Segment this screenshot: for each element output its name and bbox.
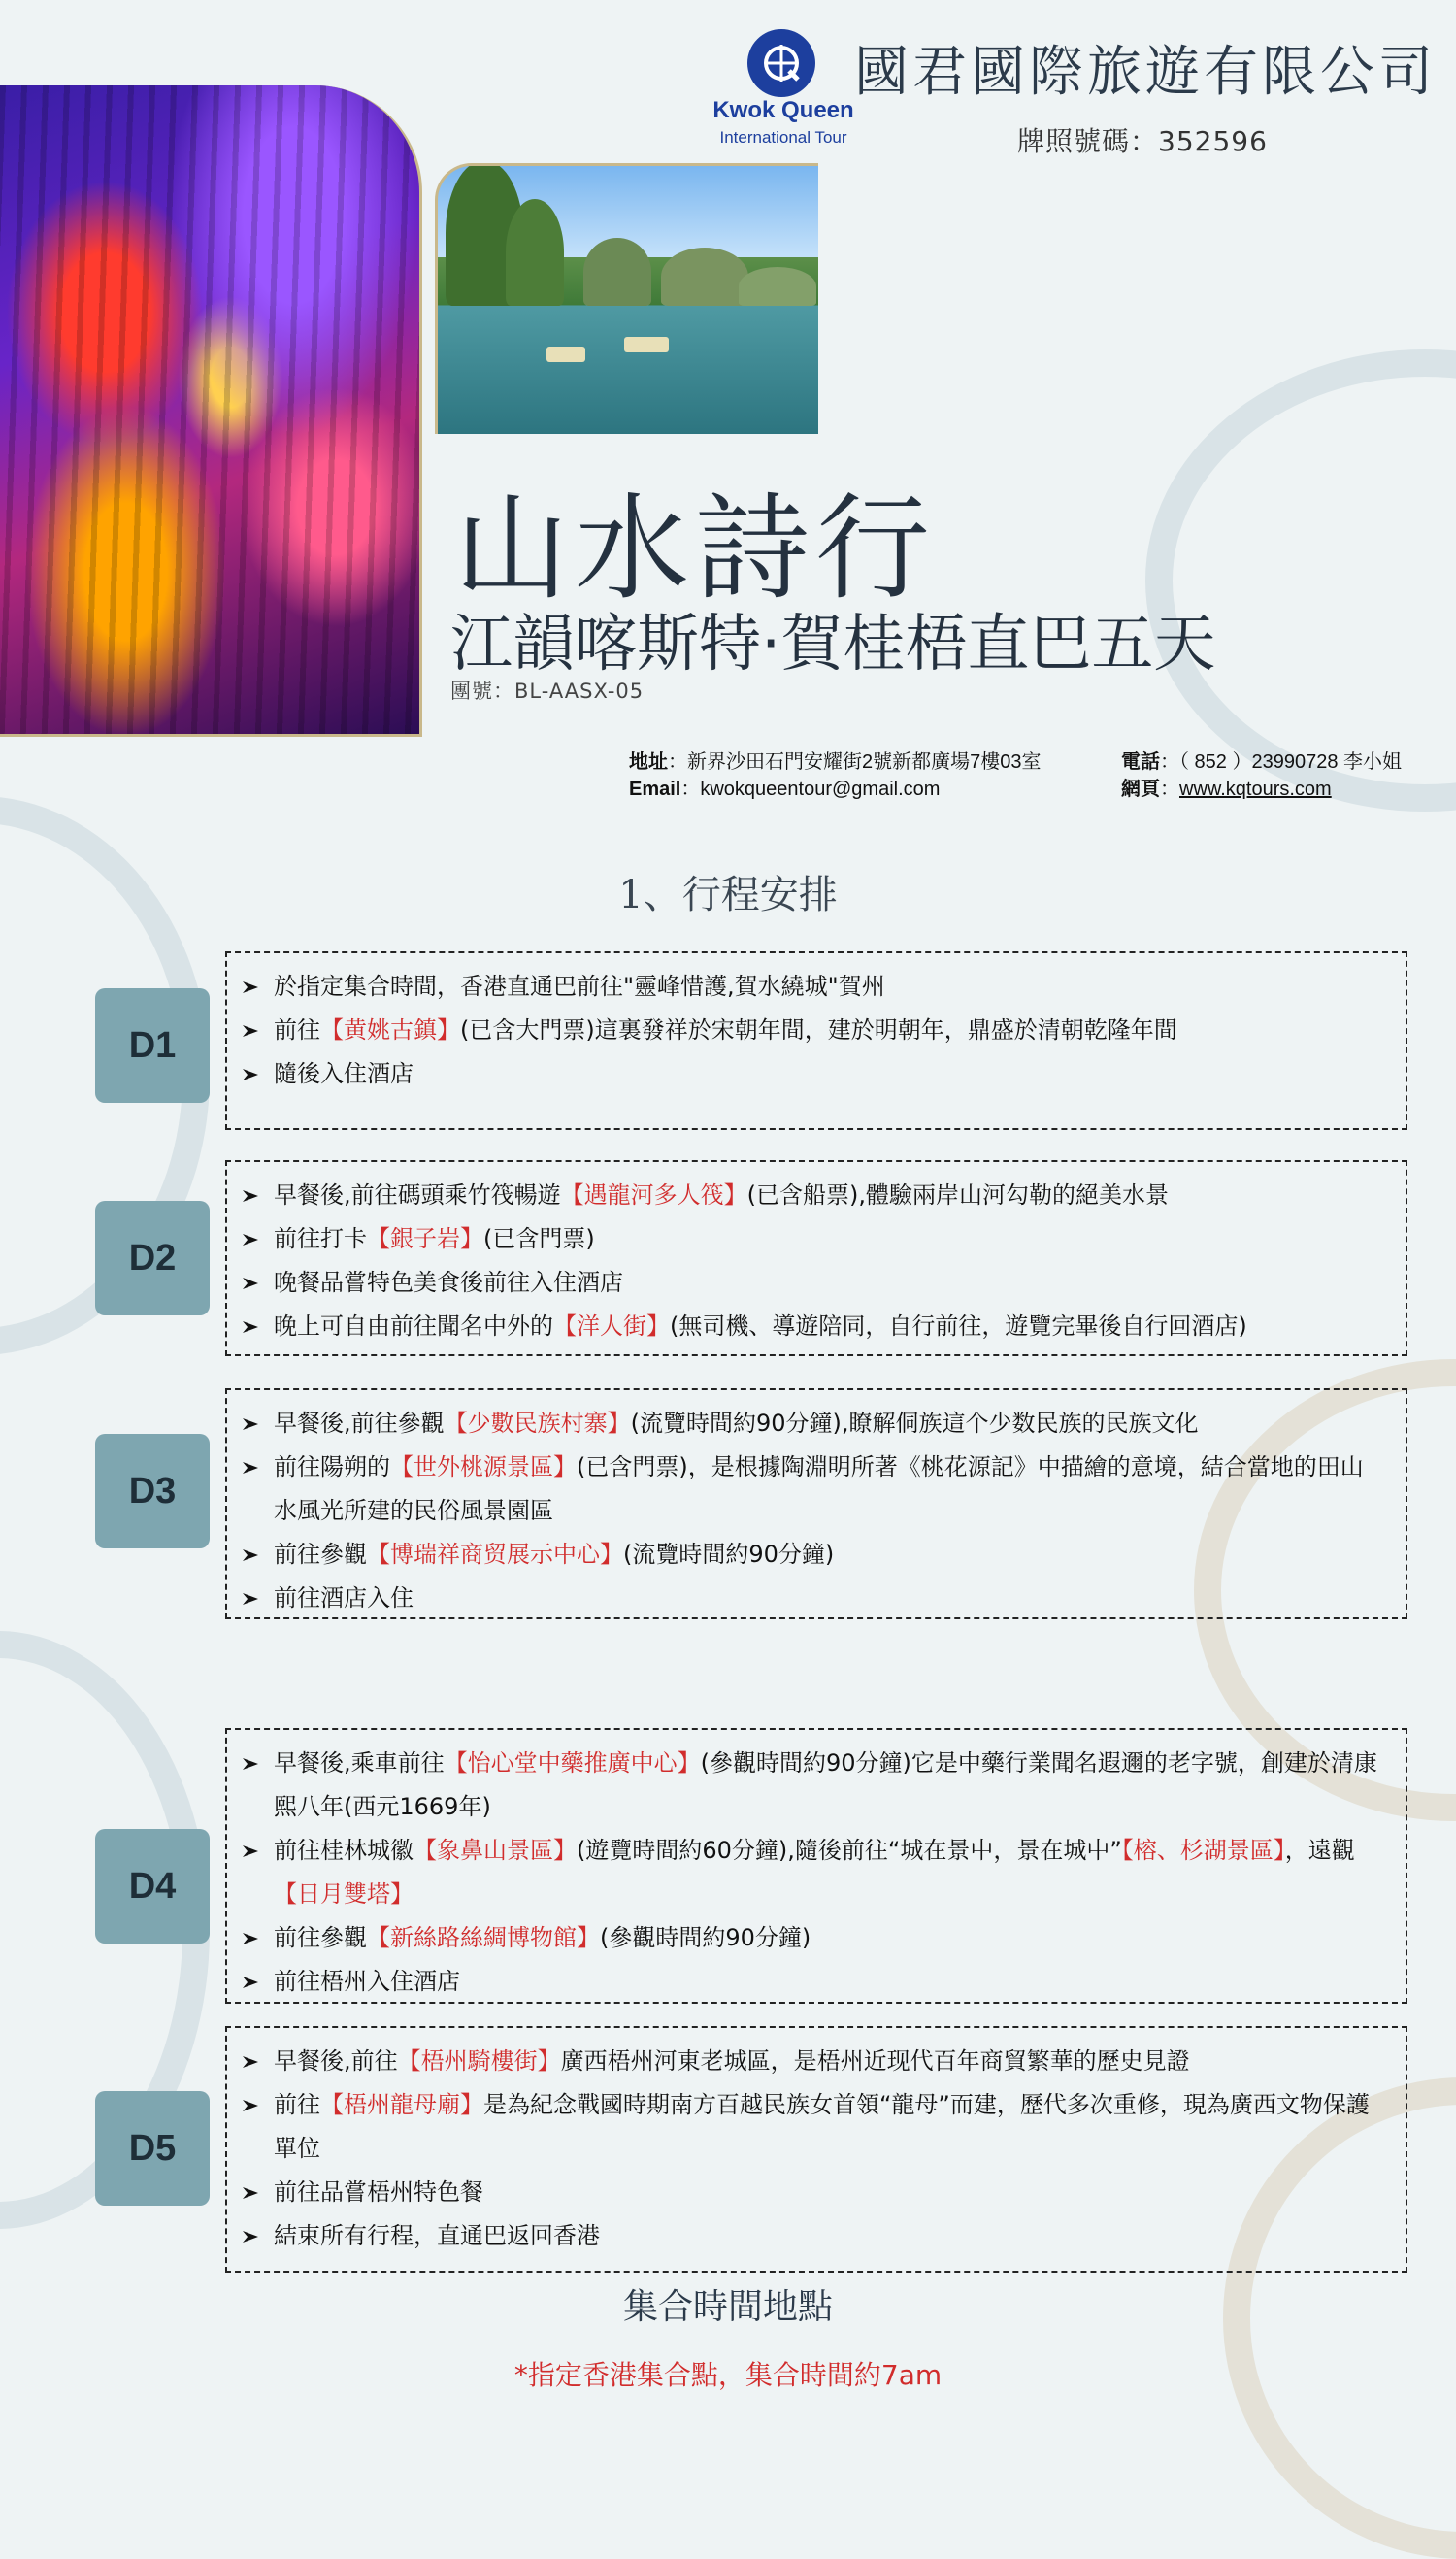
itinerary-item [241, 1960, 1386, 2004]
phone-label: 電話 [1121, 751, 1160, 773]
itinerary-text-part: 晚上可自由前往聞名中外的 [274, 1313, 553, 1340]
itinerary-text-part: 結束所有行程，直通巴返回香港 [274, 2222, 600, 2249]
highlight-place: 【黄姚古鎮】 [320, 1016, 460, 1044]
arrow-bullet-icon [241, 1577, 274, 1620]
itinerary-text-part: 前往陽朔的 [274, 1453, 390, 1480]
itinerary-text [274, 1402, 1386, 1446]
itinerary-text-part: 前往桂林城徽 [274, 1837, 414, 1864]
arrow-bullet-icon [241, 2214, 274, 2258]
itinerary-item [241, 2083, 1386, 2171]
highlight-place: 【銀子岩】 [367, 1225, 483, 1252]
karst-hill [661, 248, 748, 306]
arrow-bullet-icon [241, 1174, 274, 1217]
arrow-bullet-icon [241, 1742, 274, 1785]
email-value: ：kwokqueentour@gmail.com [680, 779, 941, 800]
itinerary-text-part: 前往 [274, 2091, 320, 2118]
highlight-place: 【少數民族村寨】 [444, 1410, 631, 1437]
itinerary-text-part: 早餐後,前往 [274, 2047, 398, 2075]
itinerary-text-part: (流覽時間約90分鐘) [623, 1541, 835, 1568]
highlight-place: 【梧州龍母廟】 [320, 2091, 483, 2118]
company-name: 國君國際旅遊有限公司 [854, 41, 1437, 104]
website-label: 網頁 [1121, 779, 1160, 800]
itinerary-text [274, 1217, 1386, 1261]
river-landscape-photo [435, 163, 818, 434]
meeting-title: 集合時間地點 [622, 2287, 833, 2327]
itinerary-text-part: 早餐後,乘車前往 [274, 1749, 445, 1777]
arrow-bullet-icon [241, 2083, 274, 2127]
address-value: ：新界沙田石門安耀街2號新都廣場7樓03室 [668, 751, 1042, 773]
arrow-bullet-icon [241, 2171, 274, 2214]
itinerary-text [274, 1577, 1386, 1620]
itinerary-text-part: 隨後入住酒店 [274, 1060, 414, 1087]
arrow-bullet-icon [241, 1916, 274, 1960]
itinerary-item [241, 2040, 1386, 2083]
itinerary-text [274, 1052, 1386, 1096]
logo-subtitle-text: International Tour [719, 128, 847, 147]
highlight-place: 【梧州騎樓街】 [397, 2047, 561, 2075]
arrow-bullet-icon [241, 1261, 274, 1305]
itinerary-item [241, 1533, 1386, 1577]
itinerary-text-part: 前往 [274, 1016, 320, 1044]
day-box [225, 1388, 1407, 1619]
day-badge: D4 [95, 1829, 210, 1944]
itinerary-text [274, 1305, 1386, 1348]
itinerary-text-part: (參觀時間約90分鐘) [600, 1924, 811, 1951]
website-link[interactable]: www.kqtours.com [1179, 779, 1332, 800]
itinerary-item [241, 1174, 1386, 1217]
day-badge: D3 [95, 1434, 210, 1548]
itinerary-text [274, 1742, 1386, 1829]
itinerary-item [241, 1009, 1386, 1052]
day-badge: D1 [95, 988, 210, 1103]
section-title: 1、行程安排 [618, 873, 838, 917]
itinerary-text-part: (流覽時間約90分鐘),瞭解侗族這个少数民族的民族文化 [630, 1410, 1199, 1437]
itinerary-text-part: ，遠觀 [1284, 1837, 1355, 1864]
itinerary-text-part: 前往參觀 [274, 1924, 367, 1951]
highlight-place: 【怡心堂中藥推廣中心】 [444, 1749, 701, 1777]
itinerary-text-part: (參觀時間約90分鐘)它是中藥行業聞名遐邇的老字號，創建於清康熙八年(西元1669年) [274, 1749, 1377, 1820]
itinerary-text-part: 前往梧州入住酒店 [274, 1968, 460, 1995]
itinerary-text-part: (已含門票)，是根據陶淵明所著《桃花源記》中描繪的意境，結合當地的田山水風光所建的民俗風景園區 [274, 1453, 1364, 1524]
itinerary-text [274, 1261, 1386, 1305]
license-number: 牌照號碼：352596 [1017, 125, 1268, 157]
arrow-bullet-icon [241, 1533, 274, 1577]
itinerary-text [274, 1533, 1386, 1577]
itinerary-text [274, 1174, 1386, 1217]
karst-hill [739, 267, 816, 306]
highlight-place: 【洋人街】 [553, 1313, 670, 1340]
arrow-bullet-icon [241, 1960, 274, 2004]
itinerary-item [241, 1052, 1386, 1096]
day-box [225, 1728, 1407, 2004]
itinerary-item [241, 1261, 1386, 1305]
boat [546, 347, 585, 362]
itinerary-text-part: 早餐後,前往碼頭乘竹筏暢遊 [274, 1181, 561, 1209]
tour-subtitle: 江韻喀斯特·賀桂梧直巴五天 [450, 609, 1216, 681]
itinerary-text-part: (已含門票) [483, 1225, 595, 1252]
boat [624, 337, 669, 352]
itinerary-text [274, 1446, 1386, 1533]
itinerary-text-part: (已含大門票)這裏發祥於宋朝年間，建於明朝年，鼎盛於清朝乾隆年間 [460, 1016, 1177, 1044]
highlight-place: 【遇龍河多人筏】 [560, 1181, 747, 1209]
arrow-bullet-icon [241, 2040, 274, 2083]
website-separator: ： [1160, 779, 1179, 800]
itinerary-text [274, 2040, 1386, 2083]
itinerary-text-part: (遊覽時間約60分鐘),隨後前往“城在景中，景在城中” [577, 1837, 1122, 1864]
email-label: Email [629, 779, 681, 800]
phone-value: ：（ 852 ）23990728 李小姐 [1160, 751, 1403, 773]
tour-title: 山水詩行 [454, 482, 937, 615]
itinerary-text-part: 前往酒店入住 [274, 1584, 414, 1612]
arrow-bullet-icon [241, 1217, 274, 1261]
itinerary-text-part: 晚餐品嘗特色美食後前往入住酒店 [274, 1269, 623, 1296]
arrow-bullet-icon [241, 1009, 274, 1052]
address-line [629, 746, 1042, 774]
karst-hill [583, 238, 651, 306]
itinerary-text [274, 2214, 1386, 2258]
address-label: 地址 [629, 751, 668, 773]
day-box [225, 2026, 1407, 2273]
itinerary-text-part: 前往參觀 [274, 1541, 367, 1568]
day-badge: D5 [95, 2091, 210, 2206]
itinerary-item [241, 1829, 1386, 1916]
email-line [629, 773, 940, 801]
karst-hill [506, 199, 564, 306]
itinerary-text-part: 廣西梧州河東老城區，是梧州近现代百年商貿繁華的歷史見證 [560, 2047, 1190, 2075]
itinerary-item [241, 2171, 1386, 2214]
itinerary-item [241, 1916, 1386, 1960]
itinerary-item [241, 2214, 1386, 2258]
meeting-note: *指定香港集合點，集合時間約7am [513, 2359, 943, 2391]
itinerary-text [274, 1009, 1386, 1052]
itinerary-item [241, 1742, 1386, 1829]
highlight-place: 【榕、杉湖景區】 [1121, 1837, 1285, 1864]
highlight-place: 【象鼻山景區】 [414, 1837, 577, 1864]
itinerary-text-part: 是為紀念戰國時期南方百越民族女首領“龍母”而建，歷代多次重修，現為廣西文物保護單位 [274, 2091, 1370, 2162]
day-badge: D2 [95, 1201, 210, 1315]
cave-photo [0, 85, 422, 737]
itinerary-text-part: 前往品嘗梧州特色餐 [274, 2178, 483, 2206]
highlight-place: 【世外桃源景區】 [390, 1453, 577, 1480]
phone-line [1121, 746, 1402, 774]
itinerary-item [241, 1577, 1386, 1620]
itinerary-item [241, 1305, 1386, 1348]
website-line [1121, 773, 1332, 801]
day-box [225, 1160, 1407, 1356]
day-box [225, 951, 1407, 1130]
itinerary-text [274, 1960, 1386, 2004]
itinerary-text-part: 前往打卡 [274, 1225, 367, 1252]
itinerary-item [241, 1446, 1386, 1533]
arrow-bullet-icon [241, 965, 274, 1009]
itinerary-text [274, 2171, 1386, 2214]
itinerary-text [274, 2083, 1386, 2171]
itinerary-text-part: (無司機、導遊陪同，自行前往，遊覽完畢後自行回酒店) [670, 1313, 1247, 1340]
tour-number: 團號：BL-AASX-05 [450, 680, 645, 703]
itinerary-item [241, 965, 1386, 1009]
company-logo-icon [747, 29, 815, 97]
highlight-place: 【新絲路絲綢博物館】 [367, 1924, 600, 1951]
highlight-place: 【日月雙塔】 [274, 1880, 414, 1908]
itinerary-text-part: 早餐後,前往參觀 [274, 1410, 445, 1437]
itinerary-text-part: (已含船票),體驗兩岸山河勾勒的絕美水景 [746, 1181, 1169, 1209]
itinerary-text-part: 於指定集合時間，香港直通巴前往"靈峰惜護,賀水繞城"賀州 [274, 973, 885, 1000]
itinerary-item [241, 1402, 1386, 1446]
logo-brand-text: Kwok Queen [712, 97, 854, 123]
arrow-bullet-icon [241, 1305, 274, 1348]
itinerary-text [274, 965, 1386, 1009]
arrow-bullet-icon [241, 1446, 274, 1489]
arrow-bullet-icon [241, 1829, 274, 1873]
background-swirl [1145, 349, 1456, 812]
highlight-place: 【博瑞祥商贸展示中心】 [367, 1541, 623, 1568]
itinerary-text [274, 1829, 1386, 1916]
arrow-bullet-icon [241, 1402, 274, 1446]
itinerary-text [274, 1916, 1386, 1960]
itinerary-item [241, 1217, 1386, 1261]
arrow-bullet-icon [241, 1052, 274, 1096]
